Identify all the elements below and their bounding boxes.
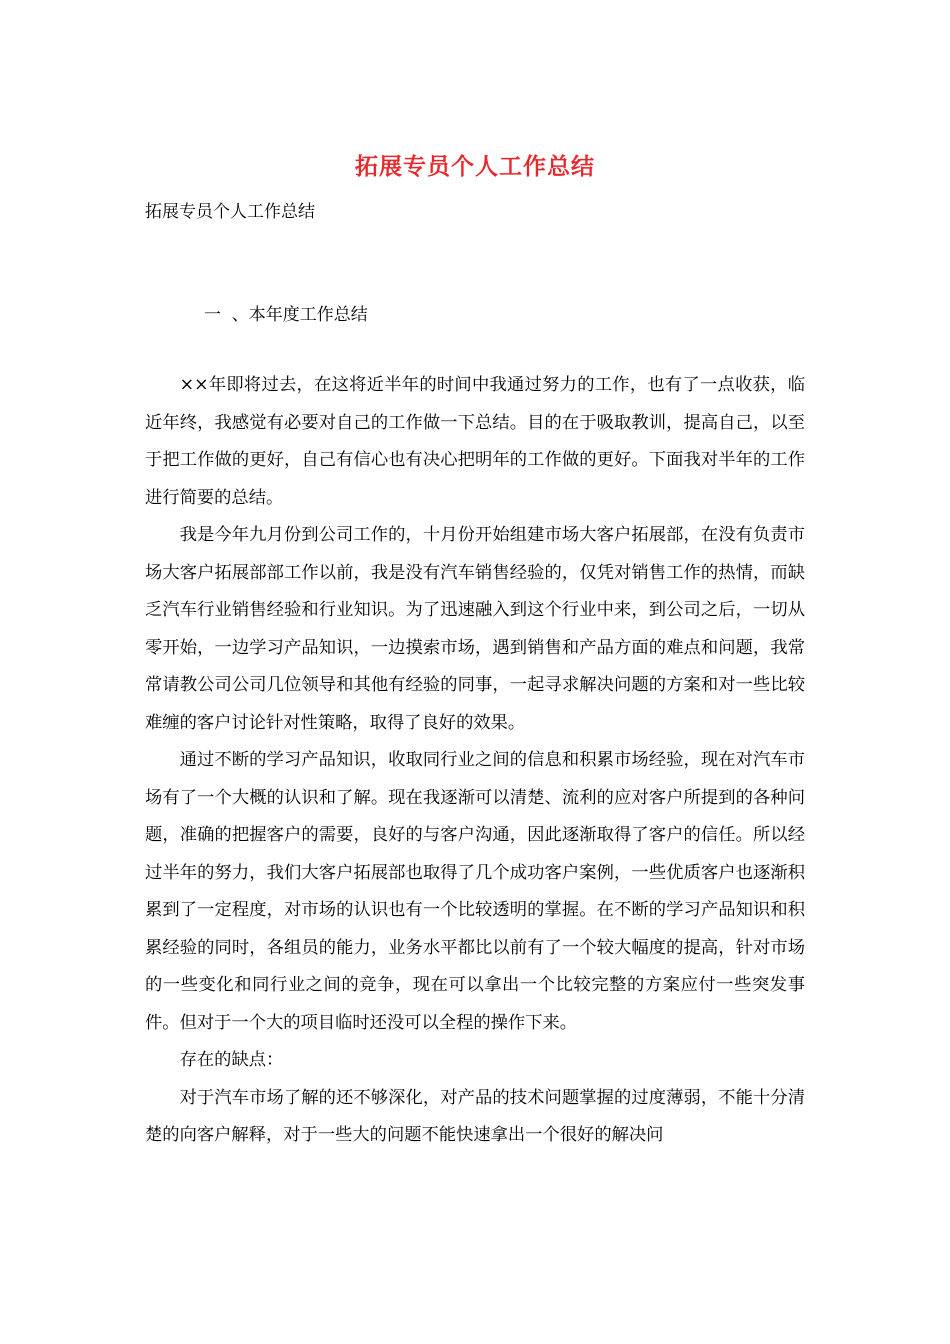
section-heading: 一 、本年度工作总结 (204, 305, 368, 325)
document-title: 拓展专员个人工作总结 (355, 153, 595, 180)
document-subtitle: 拓展专员个人工作总结 (145, 202, 315, 222)
paragraph: 对于汽车市场了解的还不够深化，对产品的技术问题掌握的过度薄弱，不能十分清楚的向客户解释，对于一些大的问题不能快速拿出一个很好的解决问 (145, 1087, 805, 1145)
document-body (145, 367, 805, 1155)
paragraph: 通过不断的学习产品知识，收取同行业之间的信息和积累市场经验，现在对汽车市场有了一个大概的认识和了解。现在我逐渐可以清楚、流利的应对客户所提到的各种问题，准确的把握客户的需要，良好的与客户沟通，因此逐渐取得了客户的信任。所以经过半年的努力，我们大客户拓展部也取得了几个成功客户案例，一些优质客户也逐渐积累到了一定程度，对市场的认识也有一个比较透明的掌握。在不断的学习产品知识和积累经验的同时，各组员的能力，业务水平都比以前有了一个较大幅度的提高，针对市场的一些变化和同行业之间的竞争，现在可以拿出一个比较完整的方案应付一些突发事件。但对于一个大的项目临时还没可以全程的操作下来。 (145, 750, 805, 1033)
paragraph: ××年即将过去，在这将近半年的时间中我通过努力的工作，也有了一点收获，临近年终，我感觉有必要对自己的工作做一下总结。目的在于吸取教训，提高自己，以至于把工作做的更好，自己有信心也有决心把明年的工作做的更好。下面我对半年的工作进行简要的总结。 (145, 375, 805, 508)
paragraph: 我是今年九月份到公司工作的，十月份开始组建市场大客户拓展部，在没有负责市场大客户拓展部部工作以前，我是没有汽车销售经验的，仅凭对销售工作的热情，而缺乏汽车行业销售经验和行业知识。为了迅速融入到这个行业中来，到公司之后，一切从零开始，一边学习产品知识，一边摸索市场，遇到销售和产品方面的难点和问题，我常常请教公司公司几位领导和其他有经验的同事，一起寻求解决问题的方案和对一些比较难缠的客户讨论针对性策略，取得了良好的效果。 (145, 525, 805, 733)
paragraph-heading-shortcomings: 存在的缺点： (179, 1050, 284, 1070)
